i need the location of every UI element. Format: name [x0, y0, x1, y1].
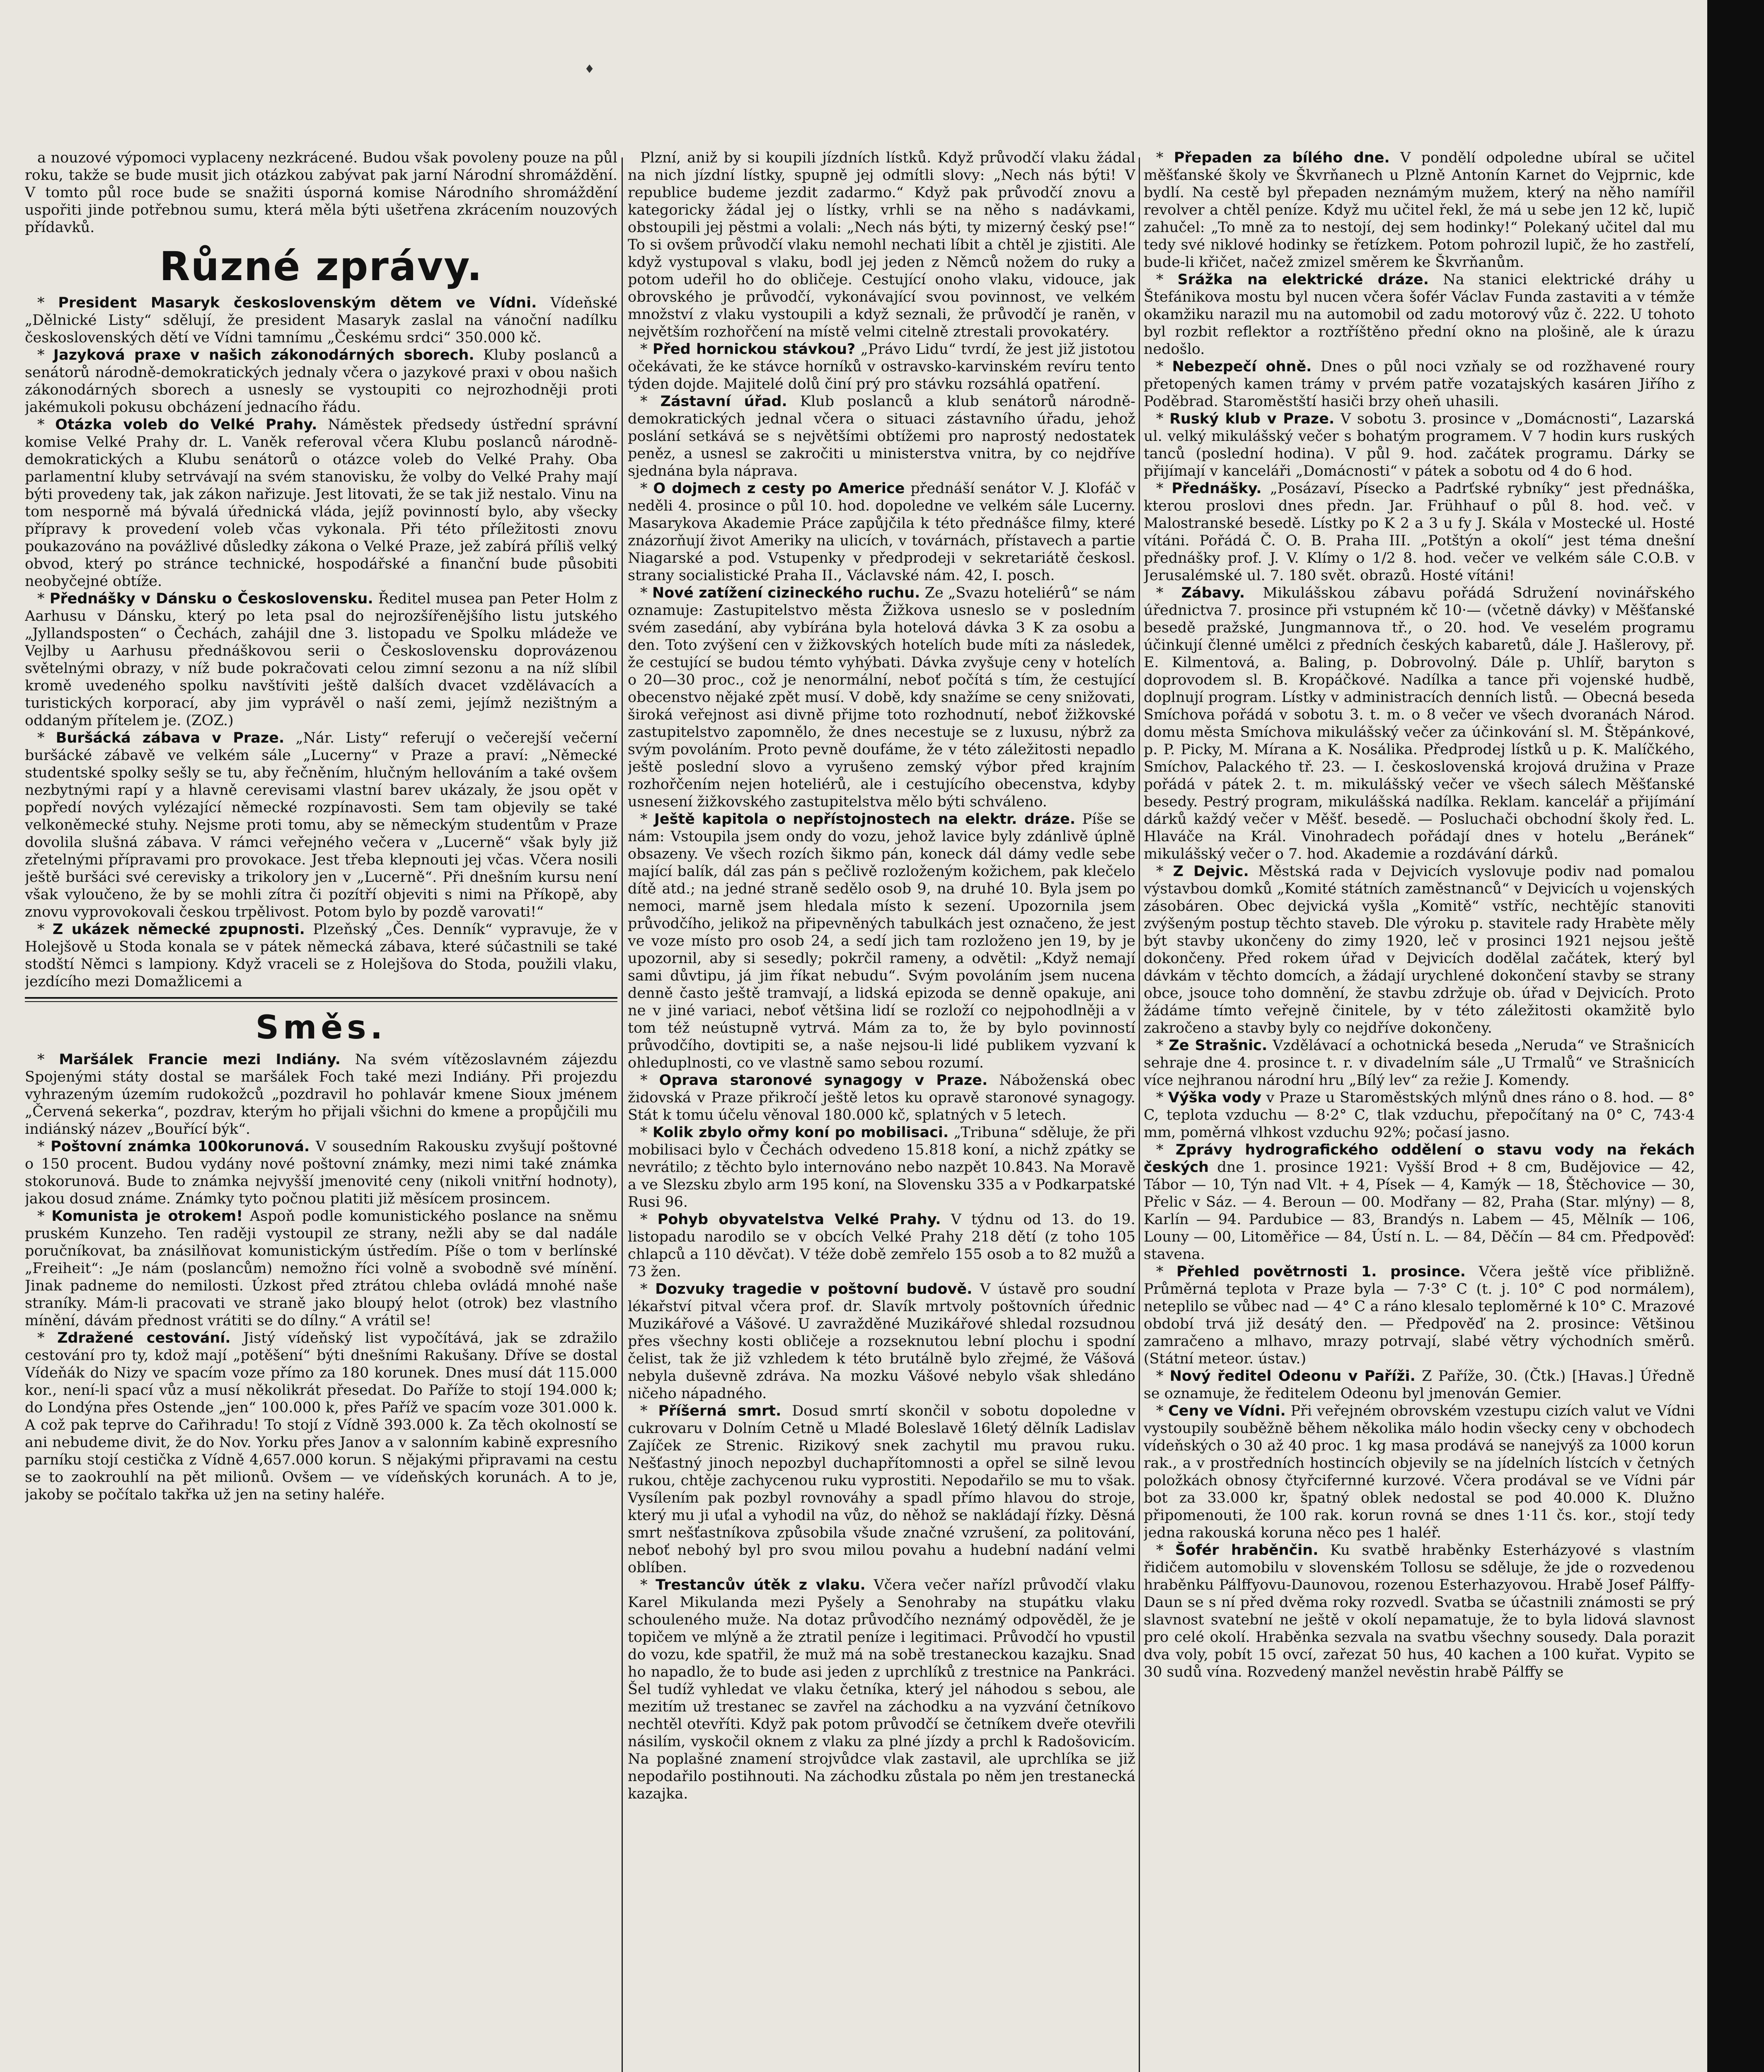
scan-edge: [1707, 0, 1764, 2072]
item-text: Vzdělávací a ochotnická beseda „Neruda“ ve Strašnicích sehraje dne 4. prosince t. r. v divadelním sále „U Trmalů“ ve Strašnicích více nejhranou národní hru „Bílý lev“ za režie J. Komendy.: [1144, 1037, 1695, 1089]
item-marker: *: [37, 591, 50, 607]
item-title: President Masaryk československým dětem ve Vídni.: [58, 295, 537, 311]
news-item: [628, 811, 1135, 1072]
item-title: Zástavní úřad.: [660, 393, 787, 410]
news-item: [628, 149, 1135, 341]
news-item: [25, 729, 617, 921]
news-item: [628, 584, 1135, 811]
item-marker: *: [640, 393, 661, 410]
item-text: Aspoň podle komunistického poslance na sněmu pruském Kunzeho. Ten raději vystoupil ze strany, nežli aby se dal nadále poručníkovat, ba znásilňovat komunistickým ústředím. Píše o tom v berlínské „Freiheit“: „Je nám (poslancům) nemožno říci volně a svobodně své mínění. Jinak padneme do nemilosti. Úzkost před ztrátou chleba ovládá mnohé naše straníky. Mám-li pracovati ve straně jako bloupý helot (otrok) bez vlastního mínění, dávám přednost vrátiti se do dílny.“ A vrátil se!: [25, 1208, 617, 1329]
news-item: [25, 346, 617, 416]
item-marker: *: [1156, 358, 1172, 375]
item-text: V pondělí odpoledne ubíral se učitel měšťanské školy ve Škvrňanech u Plzně Antonín Karnet do Vejprnic, kde bydlí. Na cestě byl přepaden neznámým mužem, který na něho namířil revolver a chtěl peníze. Když mu učitel řekl, že má u sebe jen 12 kč, lupič zahučel: „To mně za to nestojí, dej sem hodinky!“ Polekaný učitel dal mu tedy své niklové hodinky se řetízkem. Potom pohrozil lupič, že ho zastřelí, bude-li křičet, načež zmizel směrem ke Škvrňanům.: [1144, 150, 1695, 271]
item-title: Přehled povětrnosti 1. prosince.: [1176, 1264, 1466, 1280]
item-title: Dozvuky tragedie v poštovní budově.: [655, 1281, 973, 1297]
item-title: Zprávy hydrografického oddělení o stavu vody na řekách českých: [1144, 1142, 1695, 1176]
item-title: Ze Strašnic.: [1169, 1037, 1268, 1054]
item-text: Píše se nám: Vstoupila jsem ondy do vozu, jehož lavice byly zdánlivě úplně obsazeny. Ve všech rozích šikmo pán, koneck dál dámy vedle sebe mající balík, dál zas pán s pečlivě rozloženým kožichem, pak klečelo dítě atd.; na jedné straně sedělo osob 9, na druhé 10. Byla jsem po nemoci, marně jsem hledala místo k sezení. Upozornila jsem průvodčího, jelikož na připevněných tabulkách jest označeno, že jest ve voze místo pro osob 24, a sedí jich tam rozloženo jen 19, by je upozornil, aby si sesedly; pokrčil rameny, a odvětil: „Když nemají sami důvtipu, já jim říkat nebudu“. Svým povoláním jsem nucena denně často ještě tramvají, a lidská epizoda se denně opakuje, ani ne v jiné variaci, neboť většina lidí se rozloží co nejpohodlněji a v tom též neústupně vytrvá. Mám za to, že by bylo povinností průvodčího, dovtipiti se, a naše nejsou-li lidé publikem vyzvaní k ohleduplnosti, co ve vlastně samo sebou rozumí.: [628, 811, 1135, 1071]
item-title: Oprava staronové synagogy v Praze.: [659, 1072, 988, 1089]
item-text: Ku svatbě hraběnky Esterházyové s vlastním řidičem automobilu v slovenském Tollosu se sděluje, že jde o rozvedenou hraběnku Pálffyovu-Daunovou, rozenou Esterhazyovou. Hrabě Josef Pálffy-Daun se s ní před dvěma roky rozvedl. Svatba se účastnili známosti se prý slavnost svatební ne ještě v okolí nepamatuje, že to byla lidová slavnost pro celé okolí. Hraběnka sezvala na svatbu všechny sousedy. Dala porazit dva voly, pobít 15 ovcí, zařezat 50 hus, 40 kachen a 100 kuřat. Vypito se 30 sudů vína. Rozvedený manžel nevěstin hrabě Pálffy se: [1144, 1542, 1695, 1680]
item-marker: *: [37, 1138, 51, 1155]
news-item: [1144, 271, 1695, 358]
column-left: [25, 149, 617, 2072]
item-marker: *: [37, 347, 53, 363]
news-item: [1144, 1089, 1695, 1141]
item-marker: *: [37, 1208, 52, 1225]
item-title: Z ukázek německé zpupnosti.: [52, 921, 305, 938]
item-marker: *: [1156, 150, 1174, 166]
column-rule: [1139, 157, 1140, 2072]
item-title: Kolik zbylo ořmy koní po mobilisaci.: [652, 1124, 949, 1141]
item-title: Ruský klub v Praze.: [1169, 411, 1335, 427]
news-list: [25, 294, 617, 990]
section-divider: [25, 997, 617, 1002]
news-item: [628, 1402, 1135, 1576]
item-marker: *: [37, 1051, 59, 1068]
item-text: v Praze u Staroměstských mlýnů dnes ráno o 8. hod. — 8° C, teplota vzduchu — 8·2° C, tlak vzduchu, přepočítaný na 0° C, 743·4 mm, poměrná vlhkost vzduchu 92%; počasí jasno.: [1144, 1089, 1695, 1141]
item-marker: *: [1156, 1368, 1170, 1385]
news-list: [25, 1051, 617, 1503]
news-item: [1144, 480, 1695, 584]
item-marker: *: [640, 1281, 656, 1297]
item-text: Na svém vítězoslavném zájezdu Spojenými státy dostal se maršálek Foch také mezi Indiány. Při projezdu vyhrazeným územím rudokožců „pozdravil ho pohlavár kmene Sioux jménem „Červená sekerka“, pozdrav, kterým ho přijali všichni do kmene a propůjčili mu indiánský název „Bouřící býk“.: [25, 1051, 617, 1138]
news-item: [628, 1072, 1135, 1124]
news-item: [1144, 1141, 1695, 1263]
item-marker: *: [37, 921, 53, 938]
item-marker: *: [640, 811, 654, 828]
item-title: Přednášky.: [1171, 480, 1262, 497]
item-marker: *: [1156, 1264, 1177, 1280]
item-title: Zábavy.: [1181, 585, 1245, 601]
news-item: [25, 1051, 617, 1138]
news-item: [25, 590, 617, 729]
news-item: [628, 1211, 1135, 1280]
item-marker: *: [640, 1072, 659, 1089]
news-item: [1144, 149, 1695, 271]
item-title: Přednášky v Dánsku o Československu.: [49, 591, 373, 607]
item-title: Jazyková praxe v našich zákonodárných sborech.: [53, 347, 474, 363]
news-item: [1144, 863, 1695, 1037]
item-marker: *: [1156, 1089, 1169, 1106]
news-item: [1144, 1542, 1695, 1681]
news-item: [1144, 410, 1695, 480]
item-marker: *: [37, 295, 58, 311]
item-text: Městská rada v Dejvicích vyslovuje podiv nad pomalou výstavbou domků „Komité státních zaměstnanců“ v Dejvicích u vojenských zásobáren. Obec dejvická vyšla „Komitě“ vstříc, nechtějíc stanoviti zvýšeným postup těchto staveb. Dle výroku p. stavitele rady Hrabète měly být stavby ukončeny do zimy 1920, leč v prosinci 1921 nejsou ještě dokončeny. Před rokem úřad v Dejvicích dodělal začátek, který byl dávkám v těchto domcích, a žádají urychlené dokončení stavby se strany obce, jsouce toho domnění, že stavbu zdržuje ob. úřad v Dejvicích. Proto žádáme tímto veřejně činitele, by v této záležitosti okamžitě bylo zakročeno a stavby byly co nejdříve dokončeny.: [1144, 863, 1695, 1036]
intro-paragraph: a nouzové výpomoci vyplaceny nezkrácené. Budou však povoleny pouze na půl roku, takže se bude musit jich otázkou zabývat pak jarní Národní shromáždění. V tomto půl roce bude se snažiti úsporná komise Národního shromáždění uspořiti jinde potřebnou sumu, která měla býti ušetřena zkrácením nouzových přídavků.: [25, 150, 617, 236]
news-item: [25, 416, 617, 590]
item-title: Nový ředitel Odeonu v Paříži.: [1169, 1368, 1416, 1385]
item-marker: *: [37, 730, 56, 746]
item-title: Příšerná smrt.: [658, 1403, 782, 1419]
news-item: [628, 480, 1135, 584]
section-heading-ruzne-zpravy: Různé zprávy.: [159, 243, 483, 290]
news-item: [1144, 358, 1695, 410]
item-text: přednáší senátor V. J. Klofáč v neděli 4. prosince o půl 10. hod. dopoledne ve velkém sále Lucerny. Masarykova Akademie Práce zapůjčila k této přednášce filmy, které znázorňují život Ameriky na ulicích, v továrnách, přístavech a partie Niagarské a pod. Vstupenky v předprodeji v sekretariátě českosl. strany socialistické Praha II., Václavské nám. 42, I. posch.: [628, 480, 1135, 584]
item-text: „Právo Lidu“ tvrdí, že jest již jistotou očekávati, že ke stávce horníků v ostravsko-karvinském revíru tento týden dojde. Majitelé dolů činí prý pro stávku rozsáhlá opatření.: [628, 341, 1135, 392]
item-title: Přepaden za bílého dne.: [1174, 150, 1390, 166]
item-title: Výška vody: [1168, 1089, 1262, 1106]
item-marker: *: [1156, 480, 1172, 497]
item-text: Náboženská obec židovská v Praze přikročí ještě letos ku opravě staronové synagogy. Stát k tomu účelu věnoval 180.000 kč, splatných v 5 letech.: [628, 1072, 1135, 1123]
item-title: Maršálek Francie mezi Indiány.: [59, 1051, 341, 1068]
item-marker: *: [37, 416, 56, 433]
item-title: Z Dejvic.: [1173, 863, 1249, 880]
item-text: Na stanici elektrické dráhy u Štefánikova mostu byl nucen včera šofér Václav Funda zastaviti a v témže okamžiku narazil mu na automobil od zadu motorový vůz č. 222. U tohoto byl rozbit reflektor a roztříštěno přední okno na plošině, ale k úrazu nedošlo.: [1144, 271, 1695, 358]
item-title: Komunista je otrokem!: [51, 1208, 243, 1225]
item-title: Poštovní známka 100korunová.: [51, 1138, 310, 1155]
item-title: Pohyb obyvatelstva Velké Prahy.: [657, 1211, 941, 1228]
item-marker: *: [1156, 1542, 1176, 1559]
news-item: [628, 1576, 1135, 1803]
item-title: Trestancův útěk z vlaku.: [656, 1577, 866, 1593]
news-item: [628, 1280, 1135, 1402]
news-item: [1144, 584, 1695, 863]
item-marker: *: [1156, 271, 1178, 288]
news-item: [25, 1329, 617, 1503]
news-item: [25, 921, 617, 990]
item-text: Plzeňský „Čes. Denník“ vypravuje, že v Holejšově u Stoda konala se v pátek německá zábava, které súčastnili se také stodští Němci s lampiony. Když vraceli se z Holejšova do Stoda, použili vlaku, jezdícího mezi Domažlicemi a: [25, 921, 617, 990]
item-text: Klub poslanců a klub senátorů národně-demokratických jednal včera o situaci zástavního úřadu, jehož poslání setkává se s největšími obtížemi pro naprostý nedostatek peněz, a usnesl se zakročiti u ministerstva vnitra, by co nejdříve sjednána byla náprava.: [628, 393, 1135, 479]
item-title: Před hornickou stávkou?: [652, 341, 856, 358]
item-marker: *: [640, 1211, 658, 1228]
item-text: Ze „Svazu hoteliérů“ se nám oznamuje: Zastupitelstvo města Žižkova usneslo se v posledním svém zasedání, aby vybírána byla hotelová dávka 3 K za osobu a den. Toto zvýšení cen v žižkovských hotelích bude míti za následek, že cestující se budou témto vyhýbati. Dávka zvyšuje ceny v hotelích o 20—30 proc., což je nenormální, neboť počítá s tím, že cestující obecenstvo nějaké zpět musí. V době, kdy snažíme se ceny snižovati, široká veřejnost asi divně přijme toto rozhodnutí, neboť žižkovské zastupitelstvo zapomnělo, že dnes necestuje se z luxusu, nýbrž za svým povoláním. Proto pevně doufáme, že v této záležitosti nepadlo ještě poslední slovo a vyrušeno zemský výbor před krajním rozhořčením nejen hoteliérů, ale i cestujícího obecenstva, kdyby usnesení žižkovského zastupitelstva mělo býti schváleno.: [628, 585, 1135, 810]
item-text: dne 1. prosince 1921: Vyšší Brod + 8 cm, Budějovice — 42, Tábor — 10, Týn nad Vlt. + 4, Písek — 4, Kamýk — 18, Štěchovice — 30, Přelic v Sáz. — 4. Beroun — 00. Modřany — 82, Praha (Star. mlýny) — 8, Karlín — 94. Pardubice — 83, Brandýs n. Labem — 45, Mělník — 106, Louny — 00, Litoměřice — 84, Ústí n. L. — 84, Děčín — 84 cm. Předpověď: stavena.: [1144, 1159, 1695, 1263]
item-text: Včera ještě více přibližně. Průměrná teplota v Praze byla — 7·3° C (t. j. 10° C pod normálem), neteplilo se vůbec nad — 4° C a ráno klesalo teploměrné k 10° C. Mrazové období trvá již desátý den. — Předpověď na 2. prosince: Většinou zamračeno a mlhavo, mrazy potrvají, slabé větry východních směrů. (Státní meteor. ústav.): [1144, 1264, 1695, 1367]
item-title: Nové zatížení cizineckého ruchu.: [652, 585, 920, 601]
item-title: O dojmech z cesty po Americe: [653, 480, 905, 497]
item-text: „Posázaví, Písecko a Padrťské rybníky“ jest přednáška, kterou proslovi dnes předn. Jar. Frühhauf o půl 8. hod. več. v Malostranské besedě. Lístky po K 2 a 3 u fy J. Skála v Mostecké ul. Hosté vítáni. Pořádá Č. O. B. Praha III. „Potštýn a okolí“ jest téma dnešní přednášky prof. J. V. Klímy o 1/2 8. hod. večer ve velkém sále C.O.B. v Jerusalémské ul. 7. 180 svět. obrazů. Hosté vítáni!: [1144, 480, 1695, 584]
item-text: Dosud smrtí skončil v sobotu dopoledne v cukrovaru v Dolním Cetně u Mladé Boleslavě 16letý dělník Ladislav Zajíček ze Strenic. Rizikový snek zachytil mu pravou ruku. Nešťastný jinoch nepozbyl duchapřítomnosti a opřel se silně levou rukou, chtěje zachycenou ruku vyprostiti. Nepodařilo se mu to však. Vysílením pak pozbyl rovnováhy a spadl přímo hlavou do stroje, který mu ji uťal a vyhodil na vůz, do něhož se nakládají řízky. Děsná smrt nešťastníkova způsobila všude značné vzrušení, za politování, neboť nebohý byl pro svou milou povahu a hudební nadání velmi oblíben.: [628, 1403, 1135, 1576]
item-title: Ceny ve Vídni.: [1168, 1403, 1286, 1419]
item-text: Dnes o půl noci vzňaly se od rozžhavené roury přetopených kamen trámy v prvém patře vozatajských kasáren Jiřího z Poděbrad. Staroměstští hasiči brzy oheň uhasili.: [1144, 358, 1695, 410]
item-marker: *: [1156, 411, 1170, 427]
news-list: [628, 149, 1135, 1803]
news-item: [628, 1124, 1135, 1211]
item-text: Náměstek předsedy ústřední správní komise Velké Prahy dr. L. Vaněk referoval včera Klubu poslanců národně-demokratických a Klubu senátorů o otázce voleb do Velké Prahy. Oba parlamentní kluby setrvávají na svém stanovisku, že volby do Velké Prahy mají býti provedeny tak, jak zákon nařizuje. Jest litovati, že se tak již nestalo. Vinu na tom nesporně má bývalá úřednická vláda, jejíž povinností bylo, aby všecky přípravy k provedení voleb včas vykonala. Při této příležitosti znovu poukazováno na povážlivé důsledky zákona o Velké Praze, jež zabírá příliš velký obvod, který po stránce technické, hospodářské a finanční bude působiti neobyčejné obtíže.: [25, 416, 617, 590]
item-text: Mikulášskou zábavu pořádá Sdružení novinářského úřednictva 7. prosince při vstupném kč 10·— (včetně dávky) v Měšťanské besedě pražské, Jungmannova tř., o 20. hod. Ve veselém programu účinkují členné umělci z předních českých kabaretů, dále J. Hašlerovy, př. E. Kilmentová, a. Baling, p. Dobrovolný. Dále p. Uhlíř, baryton s doprovodem sl. B. Kropáčkové. Nadílka a tance při vojenské hudbě, doplnují program. Lístky v administracích denních listů. — Obecná beseda Smíchova pořádá v sobotu 3. t. m. o 8 večer ve všech dvoranách Národ. domu města Smíchova mikulášský večer za účinkování sl. M. Štěpánkové, p. P. Picky, M. Mírana a K. Nosálika. Předprodej lístků u p. K. Malíčkého, Smíchov, Palackého tř. 23. — I. československá krojová družina v Praze pořádá v pátek 2. t. m. mikulášský večer ve všech sálech Měšťanské besedy. Pestrý program, mikulášská nadílka. Reklam. kancelář a přijímání dárků každý večer v Měšť. besedě. — Posluchači obchodní školy řed. L. Hlaváče na Král. Vinohradech pořádají dnes v hotelu „Beránek“ mikulášský večer o 7. hod. Akademie a rozdávání dárků.: [1144, 585, 1695, 862]
item-marker: *: [640, 341, 653, 358]
item-text: Včera večer nařízl průvodčí vlaku Karel Mikulanda mezi Pyšely a Senohraby na stupátku vlaku schouleného muže. Na dotaz průvodčího neznámý odpověděl, že je topičem ve mlýně a že ztratil peníze i legitimaci. Průvodčí ho vpustil do vozu, kde spatřil, že muž má na sobě trestaneckou kazajku. Snad ho napadlo, že to bude asi jeden z uprchlíků z trestnice na Pankráci. Šel tudíž vyhledat ve vlaku četníka, který jel náhodou s sebou, ale mezitím už trestanec se zavřel na záchodku a na vyzvání četníkovo nechtěl otevříti. Když pak potom průvodčí se četníkem dveře otevřili násilím, vyskočil oknem z vlaku za plné jízdy a prchl k Radošovicím. Na poplašné znamení strojvůdce vlak zastavil, ale uprchlíka se již nepodařilo postihnouti. Na záchodku zůstala po něm jen trestanecká kazajka.: [628, 1577, 1135, 1802]
item-marker: *: [1156, 1142, 1176, 1158]
item-marker: *: [640, 1403, 658, 1419]
item-text: Při veřejném obrovském vzestupu cizích valut ve Vídni vystoupily souběžně během několika málo hodin všecky ceny v obchodech vídeňských o 30 až 40 proc. 1 kg masa prodává se nanejvýš za 1000 korun rak., a v prostředních hostincích objevily se na jídelních lístcích v četných položkách obnosy čtyřcifernné kurzové. Včera prodával se ve Vídni pár bot za 33.000 kr, špatný oblek nedostal se pod 40.000 K. Dlužno připomenouti, že 100 rak. korun rovná se dnes 1·11 čs. kor., stojí tedy jedna rakouská koruna něco pes 1 haléř.: [1144, 1403, 1695, 1541]
item-title: Otázka voleb do Velké Prahy.: [55, 416, 317, 433]
column-right: [1144, 149, 1695, 2072]
news-item: [1144, 1368, 1695, 1402]
column-middle: [628, 149, 1135, 2072]
item-text: V sousedním Rakousku zvyšují poštovné o 150 procent. Budou vydány nové poštovní známky, mezi nimi také známka stokorunová. Bude to známka nejvyšší jmenovité ceny (nikoli vnitřní hodnoty), jakou dosud známe. Známky tyto počnou platiti již měsícem prosincem.: [25, 1138, 617, 1207]
item-marker: *: [1156, 585, 1181, 601]
item-title: Buršácká zábava v Praze.: [56, 730, 285, 746]
news-item: [25, 1138, 617, 1208]
section-heading-smes: Směs.: [255, 1009, 387, 1046]
news-item: [628, 393, 1135, 480]
item-title: Ještě kapitola o nepřístojnostech na elektr. dráze.: [654, 811, 1076, 828]
news-item: [1144, 1037, 1695, 1089]
item-text: Vídeňské „Dělnické Listy“ sdělují, že president Masaryk zaslal na vánoční nadílku československých dětí ve Vídni tamnímu „Českému srdci“ 350.000 kč.: [25, 295, 617, 346]
item-text: „Tribuna“ sděluje, že při mobilisaci bylo v Čechách odvedeno 15.818 koní, a nichž zpátky se nevrátilo; z těchto bylo internováno nebo nazpět 10.843. Na Moravě a ve Slezsku zbylo arm 195 koní, na Slovensku 335 a v Podkarpatské Rusi 96.: [628, 1124, 1135, 1210]
news-item: [25, 294, 617, 346]
news-list: [1144, 149, 1695, 1681]
item-text: Kluby poslanců a senátorů národně-demokratických jednaly včera o jazykové praxi v obou našich zákonodárných sborech a usnesly se vystoupiti co nejrozhodněji proti jakémukoli pokusu obcházení jednacího řádu.: [25, 347, 617, 416]
item-marker: *: [37, 1330, 58, 1346]
item-title: Šofér hraběnčin.: [1175, 1542, 1319, 1559]
column-rule: [622, 157, 623, 2072]
item-text: V sobotu 3. prosince v „Domácnosti“, Lazarská ul. velký mikulášský večer s bohatým programem. V 7 hodin kurs ruských tanců (poslední hodina). V půl 9. hod. začátek programu. Dárky se přijímají v kanceláři „Domácnosti“ v pátek a sobotu od 4 do 6 hod.: [1144, 411, 1695, 479]
item-marker: *: [1156, 1403, 1169, 1419]
item-text: V ústavě pro soudní lékařství pitval včera prof. dr. Slavík mrtvoly poštovních úřednic Muzikářové a Vášové. U zavražděné Muzikářové shledal rozsudnou přes všechny kosti obličeje a rozseknutou lební plochu i spodní čelist, tak že již vzhledem k této brutálně bylo zřejmé, že Vášová nebyla duševně zdráva. Na mozku Vášové nebylo však shledáno ničeho nápadného.: [628, 1281, 1135, 1402]
item-title: Zdražené cestování.: [57, 1330, 231, 1346]
item-marker: *: [640, 480, 653, 497]
item-text: V týdnu od 13. do 19. listopadu narodilo se v obcích Velké Prahy 218 dětí (z toho 105 chlapců a 110 děvčat). V téže době zemřelo 155 osob a to 82 mužů a 73 žen.: [628, 1211, 1135, 1280]
item-marker: *: [640, 585, 652, 601]
item-title: Nebezpečí ohně.: [1172, 358, 1312, 375]
item-marker: *: [640, 1124, 653, 1141]
item-marker: *: [640, 1577, 656, 1593]
news-item: [1144, 1402, 1695, 1542]
item-text: Ředitel musea pan Peter Holm z Aarhusu v Dánsku, který po leta psal do nejrozšířenějšího listu jutského „Jyllandsposten“ o Čechách, zahájil dne 3. listopadu ve Spolku mládeže ve Vejlby u Aarhusu přednáškovou serii o Československu doprovázenou světelnými obrazy, v níž bude pokračovati celou zimní sezonu a na níž slíbil kromě uvedeného spolku navštíviti ještě dalších dvacet vzdělávacích a turistických korporací, aby jim vyprávěl o naší zemi, jejímž nezištným a oddaným přítelem je. (ZOZ.): [25, 591, 617, 729]
item-text: Z Paříže, 30. (Čtk.) [Havas.] Úředně se oznamuje, že ředitelem Odeonu byl jmenován Gemier.: [1144, 1368, 1695, 1402]
item-text: Jistý vídeňský list vypočítává, jak se zdražilo cestování pro ty, kdož mají „potěšení“ býti dnešními Rakušany. Dříve se dostal Vídeňák do Nizy ve spacím voze přímo za 180 korunek. Dnes musí dát 115.000 kor., není-li spací vůz a musí několikrát přesedat. Do Paříže to stojí 194.000 k; do Londýna přes Ostende „jen“ 100.000 k, přes Paříž ve spacím voze 301.000 k. A což pak teprve do Cařihradu! To stojí z Vídně 393.000 k. Za těch okolností se ani nebudeme divit, že do Nov. Yorku přes Janov a v salonním kabině expresního parníku stojí cestička z Vídně 4,657.000 korun. S nějakými připravami na cestu se to zaokrouhlí na pět milionů. Ovšem — ve vídeňských korunách. A to je, jakoby se počítalo takřka už jen na setiny haléře.: [25, 1330, 617, 1503]
page-mark: ♦: [584, 62, 595, 76]
news-item: [1144, 1263, 1695, 1368]
item-marker: *: [1156, 863, 1173, 880]
item-marker: *: [1156, 1037, 1169, 1054]
item-title: Srážka na elektrické dráze.: [1177, 271, 1429, 288]
item-text: „Nár. Listy“ referují o večerejší večerní buršácké zábavě ve velkém sále „Lucerny“ v Praze a praví: „Německé studentské spolky sešly se tu, aby řečněním, hlučným hellováním a také ovšem nezbytnými rapí y a hlavně cerevisami vlastní barev ukázaly, že jsou opět v popředí nových vylézající německé rozpínavosti. Sem tam objevily se také velkoněmecké stuhy. Nejsme proti tomu, aby se německým studentům v Praze dovolila slušná zábava. V rámci veřejného večera v „Lucerně“ však byly již zřetelnými přípravami pro provokace. Jest třeba klepnouti jej včas. Včera nosili ještě buršáci své cerevisky a trikolory jen v „Lucerně“. Při dnešním kursu není však vyloučeno, že by se mohli zítra či pozítří objeviti s nimi na Příkopě, aby znovu vyprovokovali českou trpělivost. Potom bylo by pozdě varovati!“: [25, 730, 617, 920]
item-text: Plzní, aniž by si koupili jízdních lístků. Když průvodčí vlaku žádal na nich jízdní lístky, spupně jej odmítli slovy: „Nech nás býti! V republice budeme jezdit zadarmo.“ Když pak průvodčí znovu a kategoricky žádal jej o lístky, vrhli se na něho s nadávkami, obstoupili jej pěstmi a volali: „Nech nás býti, ty mizerný český pse!“ To si ovšem průvodčí vlaku nemohl nechati líbit a chtěl je zjistiti. Ale když vystupoval s vlaku, bodl jej jeden z Němců nožem do ruky a potom udeřil ho do obličeje. Cestující onoho vlaku, vidouce, jak obrovského je průvodčí, vykonávající svou povinnost, ve velkém množství z vlaku vystoupili a když seznali, že průvodčí je raněn, v největším rozhořčení na místě velmi citelně ztrestali provokatéry.: [628, 150, 1135, 340]
news-item: [628, 341, 1135, 393]
news-item: [25, 1208, 617, 1329]
